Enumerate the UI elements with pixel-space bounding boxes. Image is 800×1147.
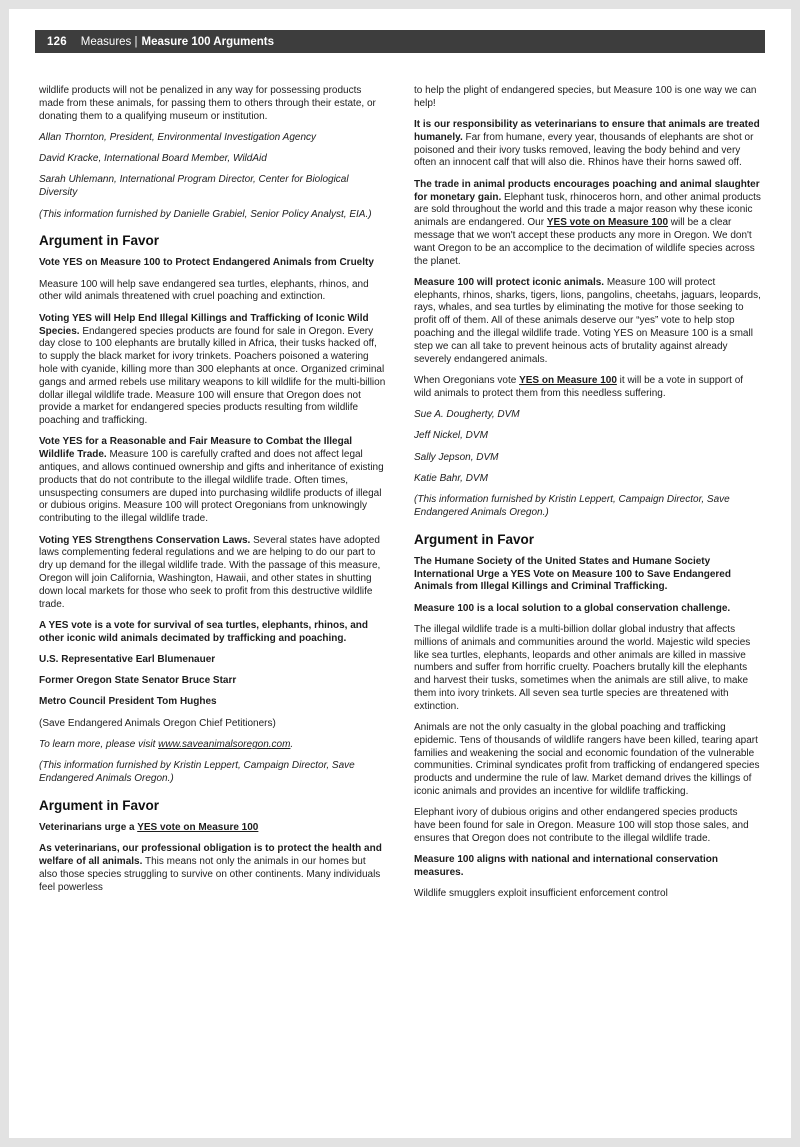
paragraph-text: it will be a vote in support of wild animals to protect them from this needless suffering. xyxy=(414,374,744,399)
argument-heading: Argument in Favor xyxy=(39,233,160,249)
paragraph xyxy=(414,277,761,367)
two-column-layout xyxy=(39,85,761,910)
page-title: Measure 100 Arguments xyxy=(141,35,274,48)
signature: Katie Bahr, DVM xyxy=(414,472,488,484)
measure-link-text: YES vote on Measure 100 xyxy=(137,821,259,833)
argument-subhead: Measure 100 aligns with national and international conservation measures. xyxy=(414,854,718,879)
furnished-note: (This information furnished by Kristin Leppert, Campaign Director, Save Endangered Animals Oregon.) xyxy=(414,494,730,519)
paragraph-continuation: to help the plight of endangered species, but Measure 100 is one way we can help! xyxy=(414,85,757,109)
signature: Sally Jepson, DVM xyxy=(414,451,499,463)
pamphlet-page xyxy=(9,9,791,1138)
signature: Sue A. Dougherty, DVM xyxy=(414,409,520,421)
endorser: Former Oregon State Senator Bruce Starr xyxy=(39,675,237,687)
paragraph-lead: Measure 100 will protect iconic animals. xyxy=(414,276,605,288)
paragraph xyxy=(39,843,386,894)
furnished-note: (This information furnished by Kristin Leppert, Campaign Director, Save Endangered Animals Oregon.) xyxy=(39,760,355,785)
signature: David Kracke, International Board Member, WildAid xyxy=(39,153,267,165)
paragraph xyxy=(39,535,386,612)
argument-subhead: Measure 100 is a local solution to a global conservation challenge. xyxy=(414,602,731,614)
paragraph-emphasis: A YES vote is a vote for survival of sea turtles, elephants, rhinos, and other iconic wild animals decimated by trafficking and poaching. xyxy=(39,619,368,644)
paragraph-text: will be a clear message that we won't accept these products any more in Oregon. We don't want Oregon to be an accomplice to the decimation of wildlife species across the planet. xyxy=(414,217,755,267)
page-number: 126 xyxy=(47,35,67,48)
paragraph: Measure 100 will help save endangered sea turtles, elephants, rhinos, and other wild animals threatened with cruel poaching and extinction. xyxy=(39,278,369,303)
paragraph-lead: It is our responsibility as veterinarians to ensure that animals are treated humanely. xyxy=(414,119,760,143)
paragraph-lead: The trade in animal products encourages poaching and animal slaughter for monetary gain. xyxy=(414,178,760,203)
argument-subhead: Vote YES on Measure 100 to Protect Endangered Animals from Cruelty xyxy=(39,257,374,269)
paragraph-text: When Oregonians vote xyxy=(414,374,520,386)
measure-link-text: YES vote on Measure 100 xyxy=(546,217,669,229)
right-column xyxy=(414,85,761,910)
paragraph-text: Measure 100 is carefully crafted and does not affect legal antiques, and allows continued ownership and gifts and inheritance of existing products that do not contribute to the illegal wildlife trade. Often times, unsuspecting consumers are duped into purchasing wildlife products of illegal or dubious origins. Measure 100 will protect Oregonians from unknowingly contributing to the illegal wildlife trade. xyxy=(39,449,384,525)
learn-more-line xyxy=(39,739,386,752)
argument-subhead: The Humane Society of the United States and Humane Society International Urge a YES Vote on Measure 100 to Save Endangered Animals from Illegal Killings and Criminal Trafficking. xyxy=(414,555,731,593)
paragraph-text: Far from humane, every year, thousands of elephants are shot or poisoned and their ivory tusks removed, leaving the body behind and very often an innocent calf that will also die. Rhinos have their horns sawed off. xyxy=(414,131,754,169)
paragraph xyxy=(414,375,761,401)
paragraph-text: Several states have adopted laws complementing federal regulations and we are helping to do our part to dry up demand for the illegal wildlife trade. With the passage of this measure, Oregon will join California, Washington, Hawaii, and other states in shutting down local markets for those who seek to profit from this destructive wildlife trade. xyxy=(39,534,381,610)
learn-more-text: To learn more, please visit xyxy=(39,739,159,751)
paragraph-text: Measure 100 will protect elephants, rhinos, sharks, tigers, lions, pangolins, cheetahs, jaguars, leopards, rays, whales, and sea turtles by eliminating the motive for those seeking to profit off of them. All of these animals deserve our “yes” vote to help stop poaching and the illegal wildlife trade. Voting YES on Measure 100 is a small step we can all take to prevent heinous acts of brutality against already severely endangered animals. xyxy=(414,276,761,365)
paragraph: Elephant ivory of dubious origins and other endangered species products have been found for sale in Oregon. Measure 100 will stop those sales, and ensures that Oregon does not contribute to the illegal wildlife trade. xyxy=(414,807,749,844)
paragraph-lead: Voting YES Strengthens Conservation Laws. xyxy=(39,534,251,546)
paragraph xyxy=(414,179,761,269)
endorser: Metro Council President Tom Hughes xyxy=(39,696,217,708)
section-label: Measures | xyxy=(80,35,138,48)
learn-more-period: . xyxy=(290,739,294,751)
website-link[interactable]: www.saveanimalsoregon.com xyxy=(158,739,291,751)
paragraph-continuation: wildlife products will not be penalized in any way for possessing products made from these animals, for passing them to others through their estate, or donating them to a qualifying museum or institution. xyxy=(39,85,376,122)
paragraph xyxy=(39,436,386,526)
paragraph: The illegal wildlife trade is a multi-billion dollar global industry that affects millions of animals and communities around the world. Majestic wild species like sea turtles, elephants, leopards and other animals are killed in massive numbers and suffer from horrific cruelty. Poachers brutally kill the elephants and harvest their tusks, sometimes when the animals are still alive, to make them into ivory trinkets. All seven sea turtle species are threatened with extinction. xyxy=(414,624,751,712)
paragraph xyxy=(414,119,761,170)
argument-heading: Argument in Favor xyxy=(39,797,160,813)
signature: Jeff Nickel, DVM xyxy=(414,430,488,442)
furnished-note: (This information furnished by Danielle Grabiel, Senior Policy Analyst, EIA.) xyxy=(39,208,372,220)
subhead-text: Veterinarians urge a xyxy=(39,821,138,833)
signature: Sarah Uhlemann, International Program Director, Center for Biological Diversity xyxy=(39,174,349,199)
argument-heading: Argument in Favor xyxy=(414,531,535,547)
paragraph-continuation: Wildlife smugglers exploit insufficient enforcement control xyxy=(414,888,668,900)
paragraph-text: Elephant tusk, rhinoceros horn, and other animal products are sold throughout the world and this trade a major reason why these iconic animals are endangered. Our xyxy=(414,191,761,229)
page-header-bar xyxy=(35,30,765,53)
paragraph-lead: As veterinarians, our professional obligation is to protect the health and welfare of all animals. xyxy=(39,843,382,868)
petitioners-note: (Save Endangered Animals Oregon Chief Petitioners) xyxy=(39,717,276,729)
paragraph-lead: Voting YES will Help End Illegal Killings and Trafficking of Iconic Wild Species. xyxy=(39,312,369,337)
paragraph xyxy=(39,313,386,428)
signature: Allan Thornton, President, Environmental Investigation Agency xyxy=(39,131,317,143)
paragraph-text: Endangered species products are found for sale in Oregon. Every day close to 100 elephants are brutally killed in Africa, their tusks hacked off, to supply the black market for ivory trinkets. Poachers poisoned a watering hole with cyanide, killing more than 300 elephants at once. Organized criminal gangs and armed rebels use military weapons to kill wildlife for the multi-billion dollar illegal wildlife trade. Measure 100 will ensure that Oregon does not provide a market for endangered species products resulting from wildlife poaching and trafficking. xyxy=(39,325,386,427)
paragraph-lead: Vote YES for a Reasonable and Fair Measure to Combat the Illegal Wildlife Trade. xyxy=(39,436,353,461)
paragraph-text: This means not only the animals in our homes but also those species struggling to survive on other continents. Many individuals feel powerless xyxy=(39,856,381,893)
measure-link-text: YES on Measure 100 xyxy=(519,374,617,386)
left-column xyxy=(39,85,386,910)
argument-subhead xyxy=(39,822,386,835)
paragraph: Animals are not the only casualty in the global poaching and trafficking epidemic. Tens of thousands of wildlife rangers have been killed, tearing apart families and weakening the social and economic foundation of the vulnerable communities. Criminal syndicates profit from trafficking of endangered species products and undermine the rule of law. Market demand drives the killings of iconic animals and provides an incentive for wildlife trafficking. xyxy=(414,722,760,798)
endorser: U.S. Representative Earl Blumenauer xyxy=(39,653,216,665)
